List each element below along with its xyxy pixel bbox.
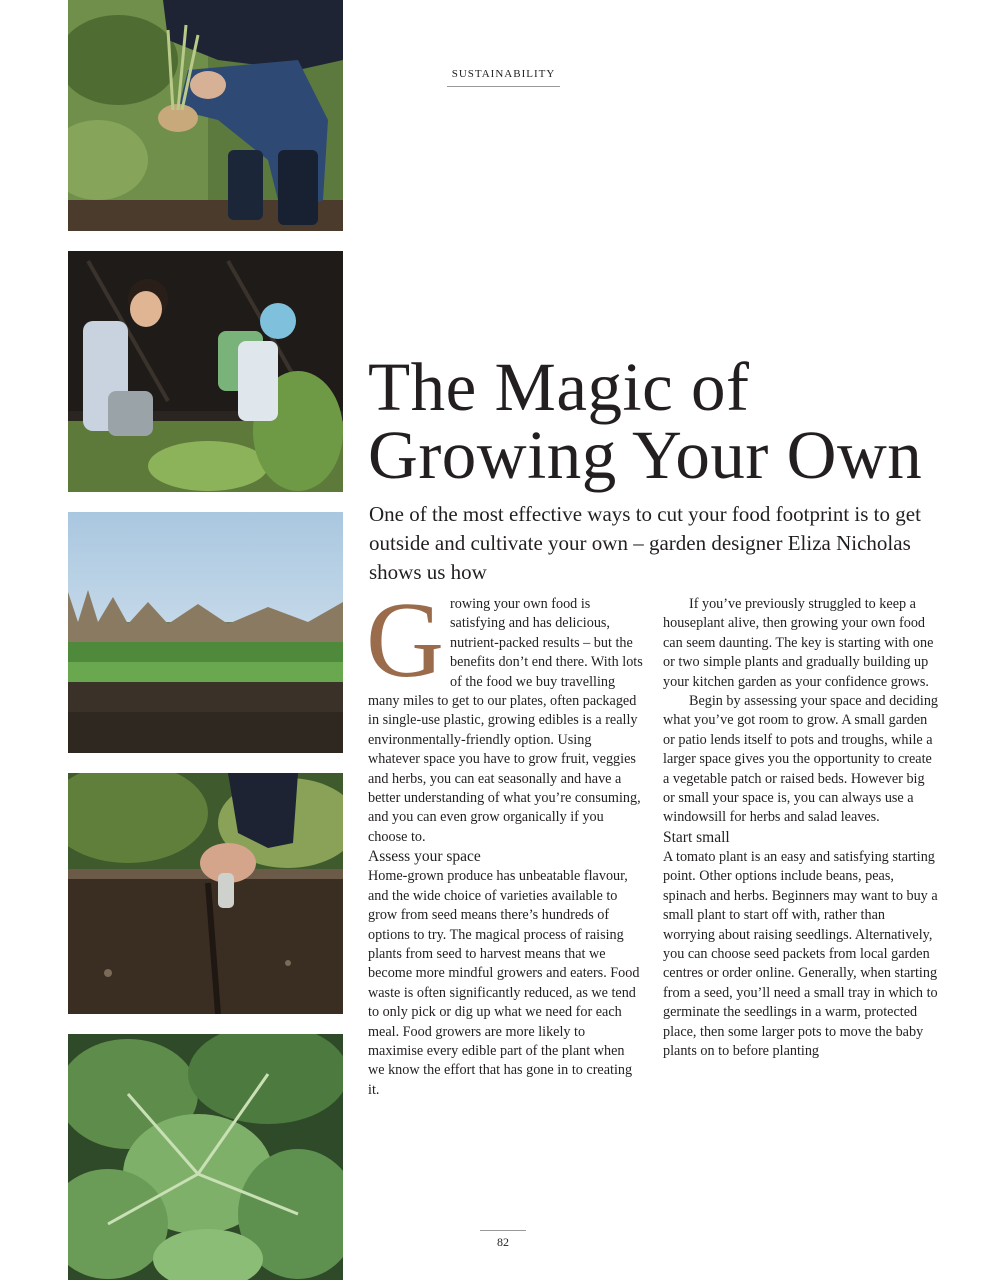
intro-text: rowing your own food is satisfying and has delicious, nutrient-packed results – but the benefits don’t end there. With lots of the food we buy travelling many miles to get to our plates, often packaged in single-use plastic, growing edibles is a really environmentally-friendly option. Using whatever space you have to grow fruit, veggies and herbs, you can eat seasonally and have a better understanding of what you’re consuming, and you can even grow organically if you choose to. (368, 596, 643, 845)
article-title (368, 349, 988, 493)
photo-hand-sowing-seeds (68, 773, 343, 1014)
intro-paragraph (366, 581, 643, 847)
standfirst: One of the most effective ways to cut your food footprint is to get outside and cultivate your own – garden designer Eliza Nicholas shows us how (369, 502, 921, 584)
title-line-2: Growing Your Own (368, 417, 923, 493)
photo-cabbage-leaves (68, 1034, 343, 1280)
photo-gardener-pulling-onions (68, 0, 343, 231)
body-paragraph: If you’ve previously struggled to keep a houseplant alive, then growing your own food can seem daunting. The key is starting with one or two simple plants and gradually building up your kitchen garden as your confidence grows. (663, 596, 934, 690)
drop-cap: G (366, 581, 444, 700)
text-column-right (663, 595, 938, 1061)
subhead-assess-your-space: Assess your space (368, 848, 481, 866)
text-column-left (366, 581, 643, 1100)
page-number: 82 (480, 1230, 526, 1250)
subhead-start-small: Start small (663, 828, 730, 846)
body-paragraph: A tomato plant is an easy and satisfying starting point. Other options include beans, peas, spinach and herbs. Beginners may want to buy a small plant to start off with, rather than worrying about raising seedlings. Alternatively, you can choose seed packets from local garden centres or order online. Generally, when starting from a seed, you’ll need a small tray in which to germinate the seedlings in a warm, protected place, then some larger pots to move the baby plants on to before planting (663, 848, 938, 1059)
photo-allotment-landscape (68, 512, 343, 753)
body-paragraph: Home-grown produce has unbeatable flavour, and the wide choice of varieties available to grow from seed means there’s hundreds of options to try. The magical process of raising plants from seed to harvest means that we become more mindful growers and eaters. Food waste is often significantly reduced, as we tend to only pick or dig up what we need for each meal. Food growers are more likely to maximise every edible part of the plant when we know the effort that has gone in to creating it. (368, 868, 640, 1098)
section-label: SUSTAINABILITY (447, 68, 560, 87)
body-paragraph: Begin by assessing your space and deciding what you’ve got room to grow. A small garden or patio lends itself to pots and troughs, while a larger space gives you the opportunity to create a vegetable patch or raised beds. However big or small your space is, you can always use a windowsill for herbs and salad leaves. (663, 693, 939, 826)
title-line-1: The Magic of (368, 349, 750, 425)
photo-children-watering-plants (68, 251, 343, 492)
